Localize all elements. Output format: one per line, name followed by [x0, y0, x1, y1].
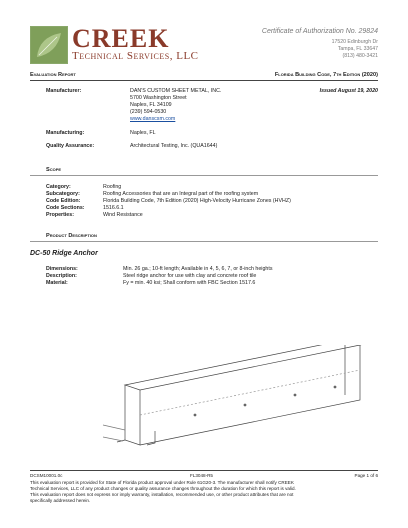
manufacturing-value: Naples, FL — [130, 130, 156, 136]
code-edition-label: Code Edition: — [46, 198, 81, 204]
product-divider — [30, 241, 378, 242]
quality-value: Architectural Testing, Inc. (QUA1644) — [130, 143, 218, 149]
page-number: Page 1 of 6 — [354, 473, 378, 478]
company-logo-mark — [30, 26, 68, 64]
certificate-number: Certificate of Authorization No. 29824 — [261, 28, 378, 35]
scope-divider — [30, 175, 378, 176]
manufacturer-name: DAN'S CUSTOM SHEET METAL, INC. — [130, 88, 222, 94]
subcategory-value: Roofing Accessories that are an Integral part of the roofing system — [103, 191, 259, 197]
ridge-anchor-drawing — [95, 345, 365, 460]
manufacturer-label: Manufacturer: — [46, 88, 82, 94]
code-edition-value: Florida Building Code, 7th Edition (2020) High-Velocity Hurricane Zones (HVHZ) — [103, 198, 291, 204]
manufacturer-city: Naples, FL 34109 — [130, 102, 172, 108]
code-sections-value: 1516.6.1 — [103, 205, 124, 211]
doc-number: DCSM10001.0c — [30, 473, 63, 478]
product-name: DC-50 Ridge Anchor — [30, 250, 98, 257]
category-value: Roofing — [103, 184, 122, 190]
manufacturer-street: 5700 Washington Street — [130, 95, 187, 101]
footer-note-line: This evaluation report does not express nor imply warranty, installation, recommended use, or other product attributes that are not — [30, 492, 294, 497]
product-description-title: Product Description — [46, 233, 97, 239]
logo-wordmark: CREEK — [72, 24, 170, 53]
footer-divider — [30, 470, 378, 471]
address-line: (813) 480-3421 — [342, 53, 378, 59]
issue-date: Issued August 19, 2020 — [319, 88, 378, 94]
subcategory-label: Subcategory: — [46, 191, 80, 197]
description-value: Steel ridge anchor for use with clay and concrete roof tile — [123, 273, 257, 279]
manufacturing-label: Manufacturing: — [46, 130, 85, 136]
material-value: Fy = min. 40 ksi; Shall conform with FBC Section 1517.6 — [123, 280, 256, 286]
approval-number: FL3048-R5 — [190, 473, 213, 478]
address-line: Tampa, FL 33647 — [337, 46, 378, 52]
header-divider — [30, 80, 378, 81]
material-label: Material: — [46, 280, 68, 286]
scope-title: Scope — [46, 167, 62, 173]
properties-label: Properties: — [46, 212, 74, 218]
logo-subtitle: Technical Services, LLC — [72, 50, 199, 62]
manufacturer-phone: (239) 594-0530 — [130, 109, 167, 115]
footer-note-line: Technical Services, LLC of any product changes or quality assurance changes throughout the duration for which this report is valid. — [30, 486, 296, 491]
dimensions-value: Min. 26 ga.; 10-ft length; Available in 4, 5, 6, 7, or 8-inch heights — [123, 266, 273, 272]
category-label: Category: — [46, 184, 71, 190]
footer-note-line: This evaluation report is provided for State of Florida product approval under Rule 61G20-3. The manufacturer shall notify CREEK — [30, 480, 294, 485]
report-type: Evaluation Report — [30, 72, 76, 78]
address-line: 17520 Edinburgh Dr — [331, 39, 378, 45]
manufacturer-website-link[interactable]: www.danscsm.com — [130, 116, 176, 122]
code-edition-header: Florida Building Code, 7th Edition (2020) — [274, 72, 378, 78]
quality-label: Quality Assurance: — [46, 143, 95, 149]
footer-note-line: specifically addressed herein. — [30, 498, 91, 503]
dimensions-label: Dimensions: — [46, 266, 78, 272]
description-label: Description: — [46, 273, 77, 279]
leaf-icon — [31, 27, 67, 63]
code-sections-label: Code Sections: — [46, 205, 85, 211]
properties-value: Wind Resistance — [103, 212, 143, 218]
